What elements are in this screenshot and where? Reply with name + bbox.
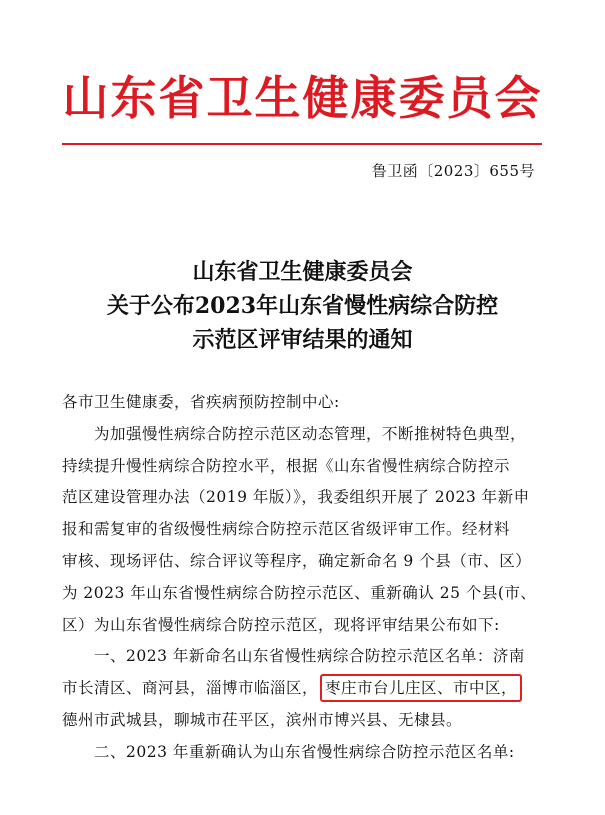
section-1-heading-line: 一、2023 年新命名山东省慢性病综合防控示范区名单：济南	[94, 647, 525, 666]
paragraph-1-line: 为 2023 年山东省慢性病综合防控示范区、重新确认 25 个县(市、	[62, 583, 537, 602]
document-body	[62, 387, 552, 769]
paragraph-1-line: 报和需复审的省级慢性病综合防控示范区省级评审工作。经材料	[62, 520, 511, 539]
paragraph-1-line: 审核、现场评估、综合评议等程序，确定新命名 9 个县（市、区）	[62, 551, 532, 570]
document-title	[0, 255, 605, 357]
section-2-heading-line: 二、2023 年重新确认为山东省慢性病综合防控示范区名单:	[94, 742, 515, 761]
section-1-line-3: 德州市武城县，聊城市茌平区，滨州市博兴县、无棣县。	[62, 710, 463, 729]
paragraph-1-line: 区）为山东省慢性病综合防控示范区，现将评审结果公布如下:	[62, 615, 500, 634]
org-header: 山东省卫生健康委员会	[62, 71, 543, 125]
paragraph-1-line: 范区建设管理办法（2019 年版）》，我委组织开展了 2023 年新申	[62, 488, 530, 507]
section-1-text: 市长清区、商河县，淄博市临淄区，	[62, 679, 319, 698]
paragraph-1-line: 为加强慢性病综合防控示范区动态管理，不断推树特色典型，	[94, 424, 527, 443]
highlighted-zaozhuang-districts: 枣庄市台儿庄区、市中区，	[320, 674, 522, 702]
title-line-3: 示范区评审结果的通知	[192, 327, 413, 353]
section-1-line-2	[62, 673, 552, 705]
paragraph-1-line: 持续提升慢性病综合防控水平，根据《山东省慢性病综合防控示	[62, 456, 511, 475]
header-divider-rule	[62, 143, 542, 145]
title-line-1: 山东省卫生健康委员会	[192, 259, 413, 285]
title-line-2: 关于公布2023年山东省慢性病综合防控	[106, 293, 499, 319]
document-number: 鲁卫函〔2023〕655号	[371, 162, 535, 180]
addressee-line: 各市卫生健康委，省疾病预防控制中心:	[62, 393, 340, 411]
